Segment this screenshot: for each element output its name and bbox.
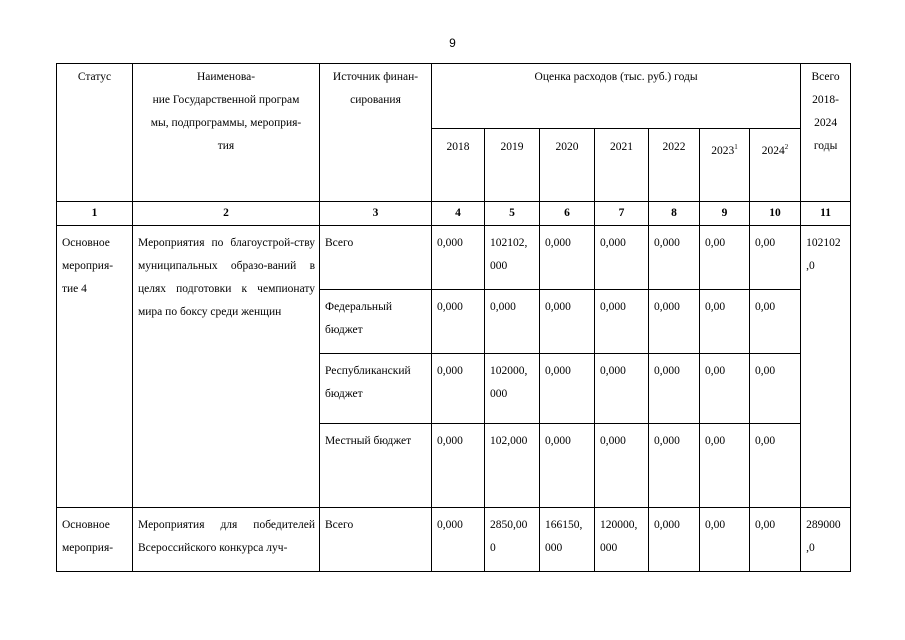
cell-text: 5	[509, 207, 515, 219]
header-source: Источник финан- сирования	[320, 64, 432, 202]
column-number	[320, 202, 432, 226]
value-cell	[485, 508, 540, 572]
cell-text: 0,000	[437, 301, 463, 313]
header-status: Статус	[57, 64, 133, 202]
cell-text: 2850,00 0	[490, 519, 528, 554]
cell-text: 11	[820, 207, 832, 219]
cell-text: Основное мероприя- тие 4	[62, 237, 114, 295]
footnote-mark: 2	[784, 143, 789, 151]
header-total: Всего 2018- 2024 годы	[801, 64, 851, 202]
cell-text: 2024	[761, 144, 785, 157]
footnote-mark: 1	[734, 143, 738, 151]
cell-text: 102,000	[490, 435, 528, 447]
value-cell	[649, 226, 700, 290]
cell-text: 3	[372, 207, 379, 219]
cell-text: Федеральный бюджет	[325, 301, 392, 336]
cell-text: 0,000	[654, 237, 680, 249]
value-cell	[595, 226, 649, 290]
column-number	[485, 202, 540, 226]
value-cell	[540, 290, 595, 354]
cell-text: 289000 ,0	[806, 519, 841, 554]
value-cell	[595, 424, 649, 508]
value-cell	[485, 354, 540, 424]
cell-text: 7	[618, 207, 625, 219]
budget-table	[56, 63, 851, 572]
cell-text: 0,000	[437, 519, 463, 531]
column-number	[750, 202, 801, 226]
cell-text: 0,000	[654, 435, 680, 447]
cell-text: 0,000	[545, 237, 571, 249]
total-cell	[801, 508, 851, 572]
cell-text: Всего	[325, 519, 354, 531]
cell-text: Всего	[325, 237, 354, 249]
value-cell	[700, 508, 750, 572]
cell-text: 0,00	[705, 301, 726, 313]
value-cell	[750, 508, 801, 572]
cell-text: 1	[91, 207, 98, 219]
cell-text: 0,000	[654, 365, 680, 377]
value-cell	[700, 226, 750, 290]
cell-text: Мероприятия для победителей Всероссийского конкурса луч-	[138, 519, 315, 554]
cell-text: Основное мероприя-	[62, 519, 114, 554]
source-cell	[320, 424, 432, 508]
status-cell	[57, 226, 133, 508]
value-cell	[432, 226, 485, 290]
column-number	[57, 202, 133, 226]
column-number	[649, 202, 700, 226]
cell-text: 0,000	[600, 365, 626, 377]
cell-text: 0,00	[755, 301, 776, 313]
value-cell	[700, 424, 750, 508]
status-cell	[57, 508, 133, 572]
value-cell	[595, 290, 649, 354]
year-header-2022	[649, 129, 700, 202]
cell-text: 0,000	[600, 435, 626, 447]
cell-text: 4	[455, 207, 461, 219]
cell-text: 0,000	[600, 301, 626, 313]
value-cell	[700, 290, 750, 354]
cell-text: 2022	[662, 141, 686, 153]
cell-text: 9	[721, 207, 728, 219]
cell-text: 0,000	[545, 365, 571, 377]
cell-text: 6	[564, 207, 570, 219]
column-number	[801, 202, 851, 226]
cell-text: Местный бюджет	[325, 435, 412, 447]
value-cell	[485, 290, 540, 354]
cell-text: 102000, 000	[490, 365, 528, 400]
column-number	[700, 202, 750, 226]
value-cell	[595, 508, 649, 572]
year-header-2021	[595, 129, 649, 202]
source-cell	[320, 290, 432, 354]
value-cell	[540, 508, 595, 572]
header-name: Наименова- ние Государственной програм мы, подпрограммы, мероприя- тия	[133, 64, 320, 202]
cell-text: 0,00	[705, 435, 726, 447]
cell-text: 102102, 000	[490, 237, 528, 272]
name-cell	[133, 508, 320, 572]
value-cell	[432, 354, 485, 424]
value-cell	[700, 354, 750, 424]
year-header-2020	[540, 129, 595, 202]
cell-text: 0,000	[545, 301, 571, 313]
total-cell	[801, 226, 851, 508]
cell-text: 0,000	[490, 301, 516, 313]
value-cell	[750, 226, 801, 290]
cell-text: 0,000	[600, 237, 626, 249]
value-cell	[750, 424, 801, 508]
value-cell	[750, 290, 801, 354]
value-cell	[649, 290, 700, 354]
value-cell	[649, 508, 700, 572]
cell-text: 0,00	[755, 519, 776, 531]
year-header-2024	[750, 129, 801, 202]
year-header-2018	[432, 129, 485, 202]
table-row	[57, 508, 851, 572]
cell-text: 0,00	[755, 237, 776, 249]
value-cell	[595, 354, 649, 424]
name-cell	[133, 226, 320, 508]
cell-text: 166150, 000	[545, 519, 583, 554]
cell-text: 2018	[446, 141, 470, 153]
table-row	[57, 226, 851, 290]
column-number	[133, 202, 320, 226]
cell-text: 0,00	[705, 365, 726, 377]
cell-text: 102102 ,0	[806, 237, 841, 272]
cell-text: 10	[769, 207, 781, 219]
cell-text: 2021	[610, 141, 633, 153]
header-estimate: Оценка расходов (тыс. руб.) годы	[432, 64, 801, 129]
cell-text: 0,00	[755, 365, 776, 377]
cell-text: 0,000	[437, 435, 463, 447]
cell-text: 120000, 000	[600, 519, 638, 554]
column-number	[432, 202, 485, 226]
value-cell	[485, 226, 540, 290]
cell-text: 2	[223, 207, 229, 219]
value-cell	[649, 354, 700, 424]
cell-text: Республиканский бюджет	[325, 365, 411, 400]
cell-text: 0,000	[437, 365, 463, 377]
cell-text: 0,000	[654, 519, 680, 531]
cell-text: 0,000	[654, 301, 680, 313]
source-cell	[320, 354, 432, 424]
value-cell	[540, 226, 595, 290]
cell-text: 2019	[500, 141, 524, 153]
source-cell	[320, 508, 432, 572]
value-cell	[432, 508, 485, 572]
value-cell	[432, 424, 485, 508]
year-header-2023	[700, 129, 750, 202]
cell-text: 0,000	[437, 237, 463, 249]
column-number	[595, 202, 649, 226]
value-cell	[540, 354, 595, 424]
cell-text: Мероприятия по благоустрой-ству муниципальных образо-ваний в целях подготовки к чемпионату мира по боксу среди женщин	[138, 237, 315, 318]
column-number	[540, 202, 595, 226]
source-cell	[320, 226, 432, 290]
cell-text: 8	[671, 207, 677, 219]
value-cell	[432, 290, 485, 354]
cell-text: 0,00	[705, 237, 726, 249]
cell-text: 0,000	[545, 435, 571, 447]
cell-text: 0,00	[705, 519, 726, 531]
page-number: 9	[449, 36, 456, 50]
value-cell	[750, 354, 801, 424]
value-cell	[540, 424, 595, 508]
cell-text: 2020	[555, 141, 579, 153]
year-header-2019	[485, 129, 540, 202]
value-cell	[485, 424, 540, 508]
cell-text: 0,00	[755, 435, 776, 447]
cell-text: 2023	[711, 144, 735, 157]
value-cell	[649, 424, 700, 508]
